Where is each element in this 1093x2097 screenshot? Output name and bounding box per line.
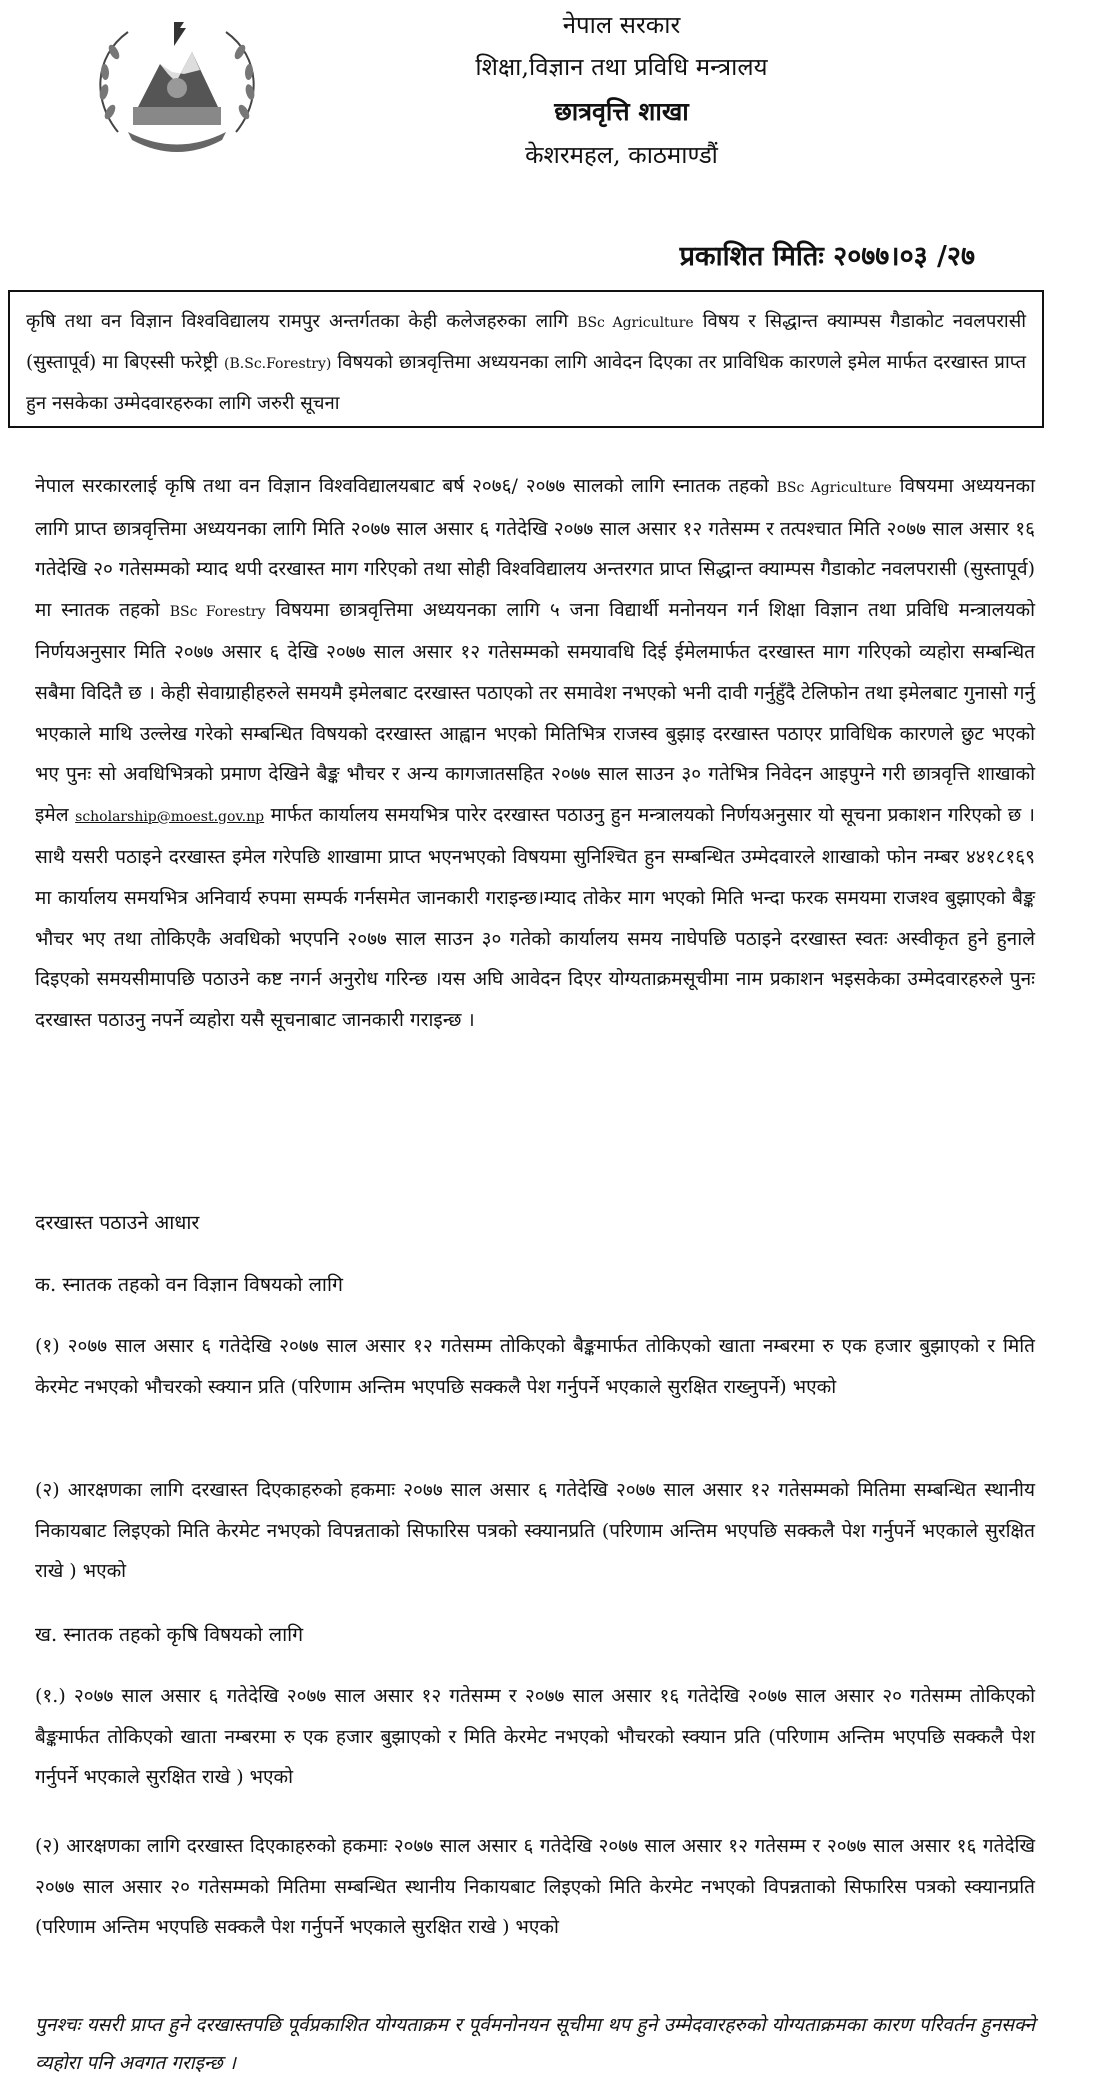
header-line-section: छात्रवृत्ति शाखा — [554, 97, 689, 126]
notice-box-text-2: विषय र सिद्धान्त क्याम्पस गैडाकोट नवलपरासी (सुस्तापूर्व) मा बिएस्सी फरेष्ट्री — [26, 311, 1027, 373]
published-date: प्रकाशित मितिः २०७७।०३ /२७ — [679, 241, 975, 272]
header-line-address: केशरमहल, काठमाण्डौं — [525, 141, 718, 169]
section-kha-item-1: (१.) २०७७ साल असार ६ गतेदेखि २०७७ साल असार १२ गतेसम्म र २०७७ साल असार १६ गतेदेखि २०७७ साल असार २० गतेसम्म तोकिएको बैङ्कमार्फत तोकिएको खाता नम्बरमा रु एक हजार बुझाएको र मिति केरमेट नभएको भौचरको स्क्यान प्रति (परिणाम अन्तिम भएपछि सक्कलै पेश गर्नुपर्ने भएकाले सुरक्षित राखे ) भएको — [35, 1685, 1035, 1789]
body-term-1: BSc Agriculture — [776, 480, 892, 496]
notice-box-text-3: विषयको छात्रवृत्तिमा अध्ययनका लागि आवेदन दिएका तर प्राविधिक कारणले इमेल मार्फत दरखास्त प्राप्त हुन नसकेका उम्मेदवारहरुका लागि जरुरी सूचना — [26, 352, 1026, 414]
body-text-1: नेपाल सरकारलाई कृषि तथा वन विज्ञान विश्वविद्यालयबाट बर्ष २०७६/ २०७७ सालको लागि स्नातक तहको — [35, 475, 769, 497]
header-line-government: नेपाल सरकार — [562, 11, 681, 39]
notice-box-term-1: BSc Agriculture — [577, 315, 694, 331]
body-text-3: विषयमा छात्रवृत्तिमा अध्ययनका लागि ५ जना विद्यार्थी मनोनयन गर्न शिक्षा विज्ञान तथा प्रविधि मन्त्रालयको निर्णयअनुसार मिति २०७७ असार ६ देखि २०७७ साल असार १२ गतेसम्मको समयावधि दिई ईमेलमार्फत दरखास्त माग गरिएको व्यहोरा सम्बन्धित सबैमा विदितै छ । केही सेवाग्राहीहरुले समयमै इमेलबाट दरखास्त पठाएको तर समावेश नभएको भनी दावी गर्नुहुँदै टेलिफोन तथा इमेलबाट गुनासो गर्नु भएकाले माथि उल्लेख गरेको सम्बन्धित विषयको दरखास्त आह्वान भएको मितिभित्र राजस्व बुझाइ दरखास्त पठाएर प्राविधिक कारणले छुट भएको भए पुनः सो अवधिभित्रको प्रमाण देखिने बैङ्क भौचर र अन्य कागजातसहित २०७७ साल साउन ३० गतेभित्र निवेदन आइपुग्ने गरी छात्रवृत्ति शाखाको इमेल — [35, 598, 1036, 826]
notice-box-term-2: (B.Sc.Forestry) — [224, 356, 332, 372]
section-kha-heading: ख. स्नातक तहको कृषि विषयको लागि — [35, 1623, 304, 1646]
basis-heading: दरखास्त पठाउने आधार — [35, 1211, 200, 1234]
notice-box-text-1: कृषि तथा वन विज्ञान विश्वविद्यालय रामपुर अन्तर्गतका केही कलेजहरुका लागि — [26, 311, 569, 332]
section-ka-item-2: (२) आरक्षणका लागि दरखास्त दिएकाहरुको हकमाः २०७७ साल असार ६ गतेदेखि २०७७ साल असार १२ गतेसम्मको मितिमा सम्बन्धित स्थानीय निकायबाट लिइएको मिति केरमेट नभएको विपन्नताको सिफारिस पत्रको स्क्यानप्रति (परिणाम अन्तिम भएपछि सक्कलै पेश गर्नुपर्ने भएकाले सुरक्षित राखे ) भएको — [35, 1479, 1035, 1583]
body-text-4: मार्फत कार्यालय समयभित्र पारेर दरखास्त पठाउनु हुन मन्त्रालयको निर्णयअनुसार यो सूचना प्रकाशन गरिएको छ ।साथै यसरी पठाइने दरखास्त इमेल गरेपछि शाखामा प्राप्त भएनभएको विषयमा सुनिश्चित हुन सम्बन्धित उम्मेदवारले शाखाको फोन नम्बर ४४१८१६९ मा कार्यालय समयभित्र अनिवार्य रुपमा सम्पर्क गर्नसमेत जानकारी गराइन्छ।म्याद तोकेर माग भएको मिति भन्दा फरक समयमा राजश्व बुझाएको बैङ्क भौचर भए तथा तोकिएकै अवधिको भएपनि २०७७ साल साउन ३० गतेको कार्यालय समय नाघेपछि पठाइने दरखास्त स्वतः अस्वीकृत हुने हुनाले दिइएको समयसीमापछि पठाउने कष्ट नगर्न अनुरोध गरिन्छ ।यस अघि आवेदन दिएर योग्यताक्रमसूचीमा नाम प्रकाशन भइसकेका उम्मेदवारहरुले पुनः दरखास्त पठाउनु नपर्ने व्यहोरा यसै सूचनाबाट जानकारी गराइन्छ । — [35, 803, 1035, 1031]
scholarship-email-link[interactable]: scholarship@moest.gov.np — [75, 808, 265, 825]
section-kha-item-2: (२) आरक्षणका लागि दरखास्त दिएकाहरुको हकमाः २०७७ साल असार ६ गतेदेखि २०७७ साल असार १२ गतेसम्म र २०७७ साल असार १६ गतेदेखि २०७७ साल असार २० गतेसम्मको मितिमा सम्बन्धित स्थानीय निकायबाट लिइएको मिति केरमेट नभएको विपन्नताको सिफारिस पत्रको स्क्यानप्रति (परिणाम अन्तिम भएपछि सक्कलै पेश गर्नुपर्ने भएकाले सुरक्षित राखे ) भएको — [35, 1835, 1035, 1939]
notice-title-box — [8, 290, 1044, 428]
section-ka-item-1: (१) २०७७ साल असार ६ गतेदेखि २०७७ साल असार १२ गतेसम्म तोकिएको बैङ्कमार्फत तोकिएको खाता नम्बरमा रु एक हजार बुझाएको र मिति केरमेट नभएको भौचरको स्क्यान प्रति (परिणाम अन्तिम भएपछि सक्कलै पेश गर्नुपर्ने भएकाले सुरक्षित राख्नुपर्ने) भएको — [35, 1335, 1035, 1398]
body-term-2: BSc Forestry — [169, 603, 266, 620]
header-line-ministry: शिक्षा,विज्ञान तथा प्रविधि मन्त्रालय — [475, 53, 768, 81]
section-ka-heading: क. स्नातक तहको वन विज्ञान विषयको लागि — [35, 1273, 344, 1296]
body-text-2: विषयमा अध्ययनका लागि प्राप्त छात्रवृत्तिमा अध्ययनका लागि मिति २०७७ साल असार ६ गतेदेखि २०७७ साल असार १२ गतेसम्म र तत्पश्चात मिति २०७७ साल असार १६ गतेदेखि २० गतेसम्मको म्याद थपी दरखास्त माग गरिएको तथा सोही विश्वविद्यालय अन्तरगत प्राप्त सिद्धान्त क्याम्पस गैडाकोट नवलपरासी (सुस्तापूर्व) मा स्नातक तहको — [35, 475, 1036, 621]
main-body-paragraph — [35, 466, 1035, 1040]
postscript-note: पुनश्चः यसरी प्राप्त हुने दरखास्तपछि पूर्वप्रकाशित योग्यताक्रम र पूर्वमनोनयन सूचीमा थप हुने उम्मेदवारहरुको योग्यताक्रमका कारण परिवर्तन हुनसक्ने व्यहोरा पनि अवगत गराइन्छ । — [35, 2014, 1035, 2074]
